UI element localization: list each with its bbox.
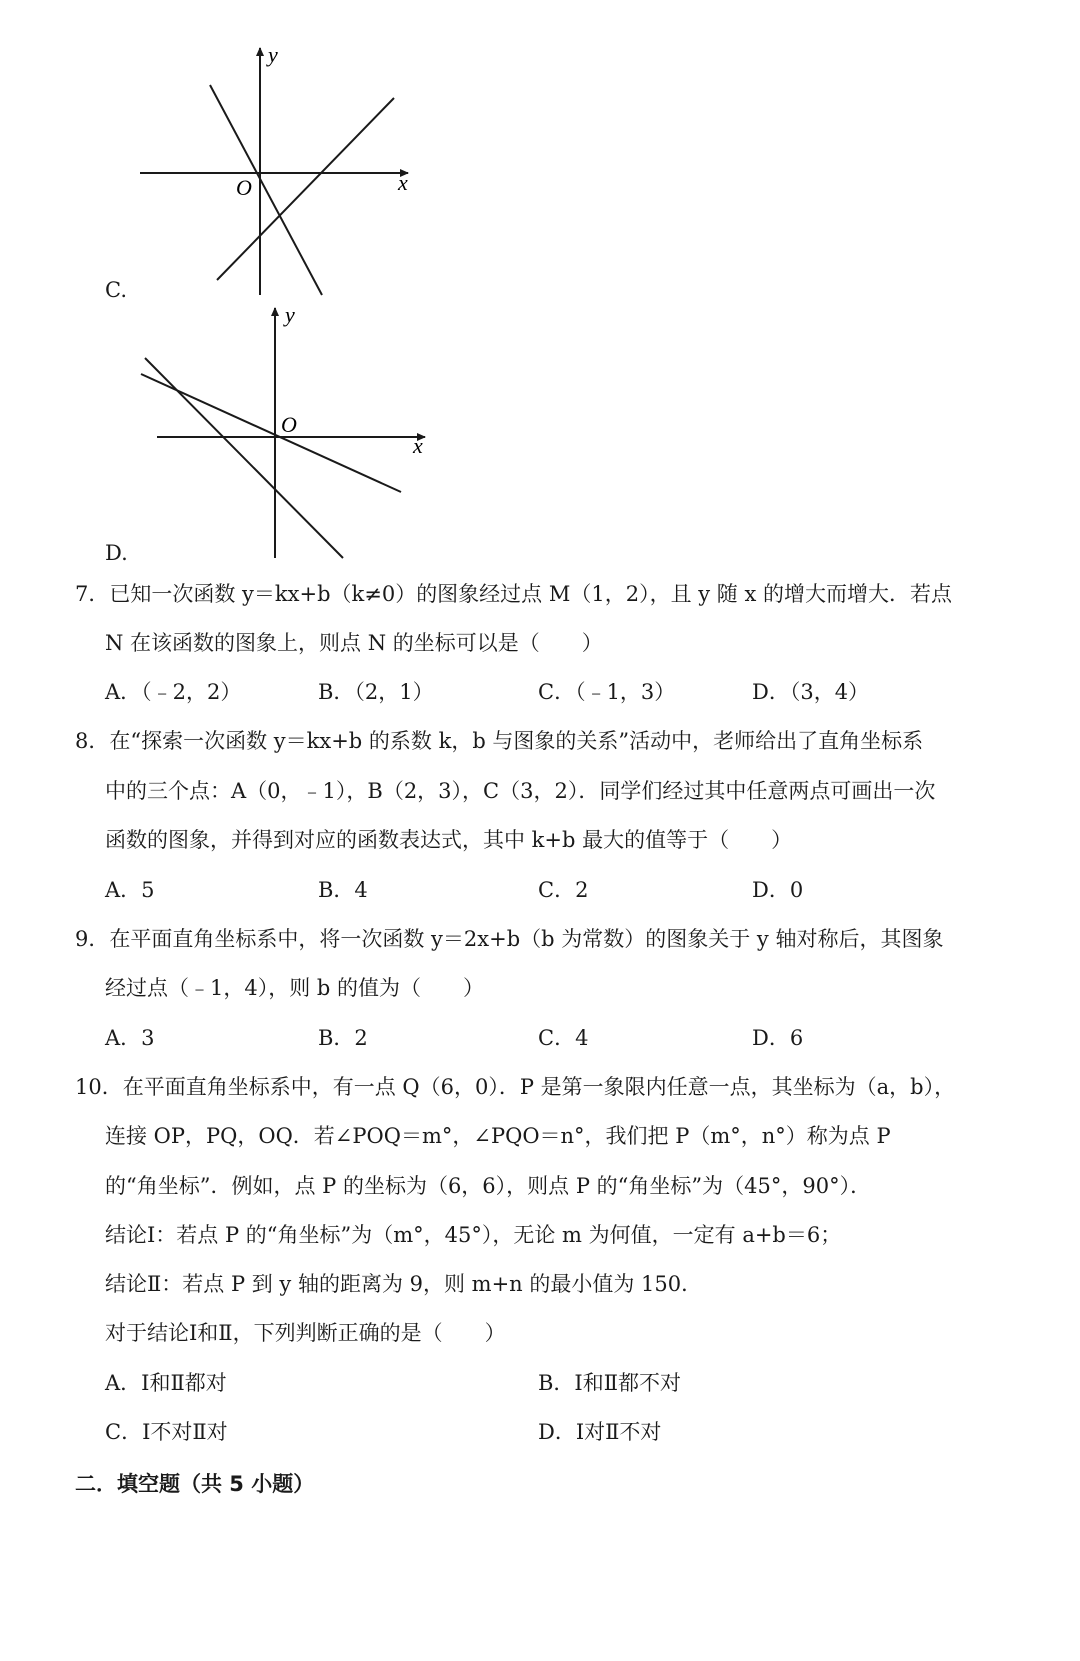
q10-option-d[interactable]: D．Ⅰ对Ⅱ不对 (538, 1420, 662, 1444)
q9-option-c[interactable]: C．4 (538, 1026, 589, 1050)
q10-line1: 10．在平面直角坐标系中，有一点 Q（6，0）．P 是第一象限内任意一点，其坐标为（a，b）， (75, 1075, 956, 1099)
q8-line1: 8．在“探索一次函数 y＝kx+b 的系数 k，b 与图象的关系”活动中，老师给出了直角坐标系 (75, 729, 924, 753)
q8-option-b[interactable]: B．4 (318, 878, 368, 902)
q10-line2: 连接 OP，PQ，OQ．若∠POQ＝m°，∠PQO＝n°，我们把 P（m°，n°）称为点 P (105, 1124, 891, 1148)
x-axis-label: x (413, 433, 423, 458)
q7-option-a[interactable]: A．（﹣2，2） (105, 680, 242, 704)
graph-d (135, 300, 445, 565)
graph-c (130, 40, 420, 310)
q7-option-b[interactable]: B．（2，1） (318, 680, 434, 704)
q8-line3: 函数的图象，并得到对应的函数表达式，其中 k+b 最大的值等于（ ） (105, 828, 793, 852)
q8-option-a[interactable]: A．5 (105, 878, 155, 902)
line-shallow-negative (141, 374, 401, 492)
y-axis-label: y (268, 42, 278, 67)
q8-line2: 中的三个点：A（0，﹣1），B（2，3），C（3，2）．同学们经过其中任意两点可画出一次 (105, 779, 936, 803)
q9-line1: 9．在平面直角坐标系中，将一次函数 y＝2x+b（b 为常数）的图象关于 y 轴对称后，其图象 (75, 927, 944, 951)
q8-option-d[interactable]: D．0 (752, 878, 804, 902)
q10-line6: 对于结论Ⅰ和Ⅱ，下列判断正确的是（ ） (105, 1321, 506, 1345)
q7-option-c[interactable]: C．（﹣1，3） (538, 680, 676, 704)
q10-line5: 结论Ⅱ：若点 P 到 y 轴的距离为 9，则 m+n 的最小值为 150． (105, 1272, 703, 1296)
section-title: 二．填空题（共 5 小题） (75, 1472, 315, 1496)
q10-line3: 的“角坐标”．例如，点 P 的坐标为（6，6），则点 P 的“角坐标”为（45°，90°）． (105, 1174, 872, 1198)
q10-option-c[interactable]: C．Ⅰ不对Ⅱ对 (105, 1420, 228, 1444)
line-steep-negative (145, 358, 343, 558)
option-c-label: C. (105, 278, 127, 302)
origin-label: O (281, 412, 297, 437)
q7-line2: N 在该函数的图象上，则点 N 的坐标可以是（ ） (105, 631, 603, 655)
origin-label: O (236, 175, 252, 200)
q9-option-d[interactable]: D．6 (752, 1026, 804, 1050)
q10-line4: 结论Ⅰ：若点 P 的“角坐标”为（m°，45°），无论 m 为何值，一定有 a+b＝6； (105, 1223, 842, 1247)
q8-option-c[interactable]: C．2 (538, 878, 589, 902)
option-d-label: D. (105, 541, 128, 565)
x-axis-label: x (398, 170, 408, 195)
q9-option-b[interactable]: B．2 (318, 1026, 368, 1050)
q9-option-a[interactable]: A．3 (105, 1026, 155, 1050)
y-axis-label: y (285, 302, 295, 327)
q7-option-d[interactable]: D．（3，4） (752, 680, 870, 704)
q10-option-a[interactable]: A．Ⅰ和Ⅱ都对 (105, 1371, 227, 1395)
q9-line2: 经过点（﹣1，4），则 b 的值为（ ） (105, 976, 485, 1000)
q10-option-b[interactable]: B．Ⅰ和Ⅱ都不对 (538, 1371, 682, 1395)
q7-line1: 7．已知一次函数 y＝kx+b（k≠0）的图象经过点 M（1，2），且 y 随 x 的增大而增大．若点 (75, 582, 952, 606)
